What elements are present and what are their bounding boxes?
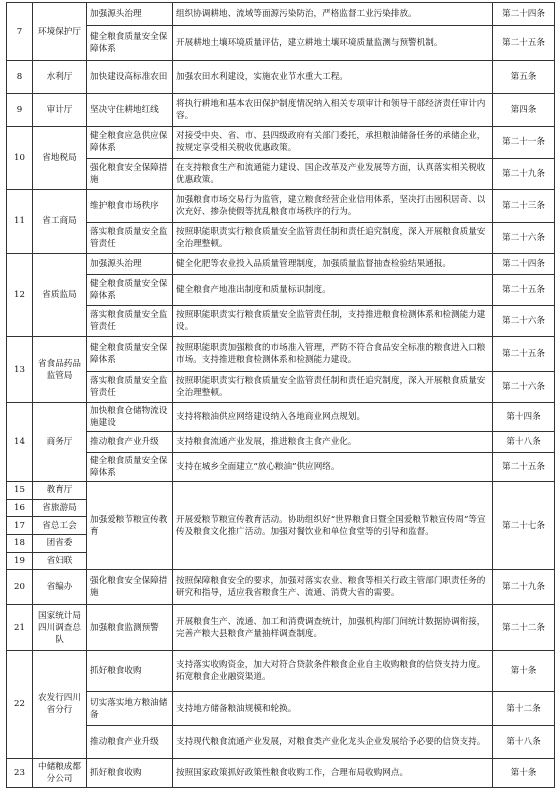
table-row — [7, 274, 555, 305]
row-number: 9 — [7, 94, 33, 127]
article-reference: 第二十一条 — [493, 127, 555, 158]
table-row — [7, 61, 555, 94]
table-row — [7, 605, 555, 651]
row-number: 20 — [7, 570, 33, 605]
row-number: 22 — [7, 651, 33, 759]
task-name: 落实粮食质量安全监管责任 — [87, 305, 173, 336]
task-name: 抓好粮食收购 — [87, 651, 173, 692]
row-number: 10 — [7, 127, 33, 189]
task-description: 开展爱粮节粮宣传教育活动。协助组织好“世界粮食日暨全国爱粮节粮宣传周”等宣传及粮食文化推广活动。加强对餐饮业和单位食堂等的引导和监督。 — [173, 482, 493, 570]
task-description: 加强农田水利建设，实施农业节水重大工程。 — [173, 61, 493, 94]
row-number: 21 — [7, 605, 33, 651]
task-description: 组织协调耕地、流域等面源污染防治，严格监督工业污染排放。 — [173, 3, 493, 26]
task-description: 按照职能职责实行粮食质量安全监管责任制，支持推进粮食检测体系和检测能力建设。 — [173, 305, 493, 336]
task-description: 按照职能职责实行粮食质量安全监管责任制和责任追究制度，深入开展粮食质量安全治理整顿。 — [173, 372, 493, 403]
task-description: 支持在城乡全面建立“放心粮油”供应网络。 — [173, 452, 493, 481]
article-reference: 第二十六条 — [493, 372, 555, 403]
article-reference: 第二十四条 — [493, 3, 555, 26]
task-name: 加强源头治理 — [87, 253, 173, 274]
department-name: 省妇联 — [33, 552, 87, 570]
table-row — [7, 403, 555, 432]
article-reference: 第二十七条 — [493, 482, 555, 570]
responsibility-table-container — [6, 2, 554, 788]
department-name: 省旅游局 — [33, 499, 87, 517]
article-reference: 第二十五条 — [493, 274, 555, 305]
task-name: 推动粮食产业升级 — [87, 432, 173, 453]
department-name: 环境保护厅 — [33, 3, 87, 61]
task-description: 健全化肥等农业投入品质量管理制度，加强质量监督抽查检验结果通报。 — [173, 253, 493, 274]
article-reference: 第十条 — [493, 651, 555, 692]
row-number: 15 — [7, 482, 33, 500]
table-row — [7, 452, 555, 481]
row-number: 7 — [7, 3, 33, 61]
table-row — [7, 3, 555, 26]
article-reference: 第十八条 — [493, 725, 555, 758]
task-description: 开展耕地土壤环境质量评估，建立耕地土壤环境质量监测与预警机制。 — [173, 25, 493, 60]
task-description: 按照职能职责加强粮食的市场准入管理，严防不符合食品安全标准的粮食进入口粮市场。支持推进粮食检测体系和检测能力建设。 — [173, 336, 493, 371]
task-name: 坚决守住耕地红线 — [87, 94, 173, 127]
department-name: 水利厅 — [33, 61, 87, 94]
row-number: 19 — [7, 552, 33, 570]
task-description: 支持落实收购资金，加大对符合贷款条件粮食企业自主收购粮食的信贷支持力度。拓宽粮食企业融资渠道。 — [173, 651, 493, 692]
article-reference: 第十二条 — [493, 692, 555, 725]
article-reference: 第二十五条 — [493, 25, 555, 60]
department-name: 省总工会 — [33, 517, 87, 535]
task-description: 支持粮食流通产业发展，推进粮食主食产业化。 — [173, 432, 493, 453]
article-reference: 第十条 — [493, 758, 555, 787]
table-row — [7, 127, 555, 158]
task-name: 强化粮食安全保障措施 — [87, 570, 173, 605]
article-reference: 第二十九条 — [493, 158, 555, 189]
table-body — [7, 3, 555, 788]
task-name: 加强爱粮节粮宣传教育 — [87, 482, 173, 570]
row-number: 13 — [7, 336, 33, 402]
table-row — [7, 158, 555, 189]
task-name: 强化粮食安全保障措施 — [87, 158, 173, 189]
task-description: 对接受中央、省、市、县四级政府有关部门委托，承担粮油储备任务的承储企业，按规定享受相关税收优惠政策。 — [173, 127, 493, 158]
table-row — [7, 482, 555, 500]
task-description: 支持现代粮食流通产业发展，对粮食类产业化龙头企业发展给予必要的信贷支持。 — [173, 725, 493, 758]
task-name: 健全粮食质量安全保障体系 — [87, 274, 173, 305]
task-name: 健全粮食应急供应保障体系 — [87, 127, 173, 158]
department-name: 省地税局 — [33, 127, 87, 189]
task-description: 将执行耕地和基本农田保护制度情况纳入相关专项审计和领导干部经济责任审计内容。 — [173, 94, 493, 127]
row-number: 14 — [7, 403, 33, 482]
task-name: 健全粮食质量安全保障体系 — [87, 25, 173, 60]
row-number: 23 — [7, 758, 33, 787]
article-reference: 第二十六条 — [493, 305, 555, 336]
task-description: 支持将粮油供应网络建设纳入各地商业网点规划。 — [173, 403, 493, 432]
table-row — [7, 432, 555, 453]
task-description: 按照职能职责实行粮食质量安全监管责任制和责任追究制度，深入开展粮食质量安全治理整顿。 — [173, 222, 493, 253]
department-name: 审计厅 — [33, 94, 87, 127]
task-description: 加强粮食市场交易行为监管，建立粮食经营企业信用体系，坚决打击囤积居奇、以次充好、掺杂使假等扰乱粮食市场秩序的行为。 — [173, 189, 493, 222]
row-number: 11 — [7, 189, 33, 253]
article-reference: 第五条 — [493, 61, 555, 94]
task-name: 加强源头治理 — [87, 3, 173, 26]
task-name: 加快粮食仓储物流设施建设 — [87, 403, 173, 432]
table-row — [7, 336, 555, 371]
table-row — [7, 692, 555, 725]
row-number: 16 — [7, 499, 33, 517]
table-row — [7, 222, 555, 253]
table-row — [7, 651, 555, 692]
responsibility-table — [6, 2, 555, 788]
table-row — [7, 725, 555, 758]
department-name: 中储粮成都分公司 — [33, 758, 87, 787]
table-row — [7, 570, 555, 605]
task-name: 加快建设高标准农田 — [87, 61, 173, 94]
department-name: 农发行四川省分行 — [33, 651, 87, 759]
task-description: 健全粮食产地准出制度和质量标识制度。 — [173, 274, 493, 305]
task-description: 支持地方储备粮油规模和轮换。 — [173, 692, 493, 725]
table-row — [7, 305, 555, 336]
table-row — [7, 25, 555, 60]
task-name: 抓好粮食收购 — [87, 758, 173, 787]
article-reference: 第二十九条 — [493, 570, 555, 605]
task-name: 切实落实地方粮油储备 — [87, 692, 173, 725]
task-description: 开展粮食生产、流通、加工和消费调查统计，加强机构部门间统计数据协调衔接，完善产粮大县粮食产量抽样调查制度。 — [173, 605, 493, 651]
article-reference: 第二十五条 — [493, 336, 555, 371]
department-name: 省质监局 — [33, 253, 87, 336]
article-reference: 第二十五条 — [493, 452, 555, 481]
task-name: 健全粮食质量安全保障体系 — [87, 336, 173, 371]
task-name: 落实粮食质量安全监管责任 — [87, 222, 173, 253]
department-name: 教育厅 — [33, 482, 87, 500]
task-name: 推动粮食产业升级 — [87, 725, 173, 758]
department-name: 团省委 — [33, 534, 87, 552]
department-name: 省食品药品监管局 — [33, 336, 87, 402]
article-reference: 第十八条 — [493, 432, 555, 453]
table-row — [7, 253, 555, 274]
table-row — [7, 758, 555, 787]
article-reference: 第十四条 — [493, 403, 555, 432]
department-name: 省编办 — [33, 570, 87, 605]
article-reference: 第四条 — [493, 94, 555, 127]
row-number: 8 — [7, 61, 33, 94]
table-row — [7, 94, 555, 127]
table-row — [7, 372, 555, 403]
task-name: 落实粮食质量安全监管责任 — [87, 372, 173, 403]
article-reference: 第二十三条 — [493, 189, 555, 222]
task-description: 按照保障粮食安全的要求，加强对落实农业、粮食等相关行政主管部门职责任务的研究和指导，适应我省粮食生产、流通、消费大省的需要。 — [173, 570, 493, 605]
table-row — [7, 189, 555, 222]
task-description: 在支持粮食生产和流通能力建设、国企改革及产业发展等方面，认真落实相关税收优惠政策。 — [173, 158, 493, 189]
row-number: 18 — [7, 534, 33, 552]
department-name: 省工商局 — [33, 189, 87, 253]
task-name: 加强粮食监测预警 — [87, 605, 173, 651]
department-name: 国家统计局四川调查总队 — [33, 605, 87, 651]
department-name: 商务厅 — [33, 403, 87, 482]
article-reference: 第二十二条 — [493, 605, 555, 651]
row-number: 12 — [7, 253, 33, 336]
row-number: 17 — [7, 517, 33, 535]
task-description: 按照国家政策抓好政策性粮食收购工作，合理布局收购网点。 — [173, 758, 493, 787]
article-reference: 第二十六条 — [493, 222, 555, 253]
task-name: 健全粮食质量安全保障体系 — [87, 452, 173, 481]
task-name: 维护粮食市场秩序 — [87, 189, 173, 222]
article-reference: 第二十四条 — [493, 253, 555, 274]
